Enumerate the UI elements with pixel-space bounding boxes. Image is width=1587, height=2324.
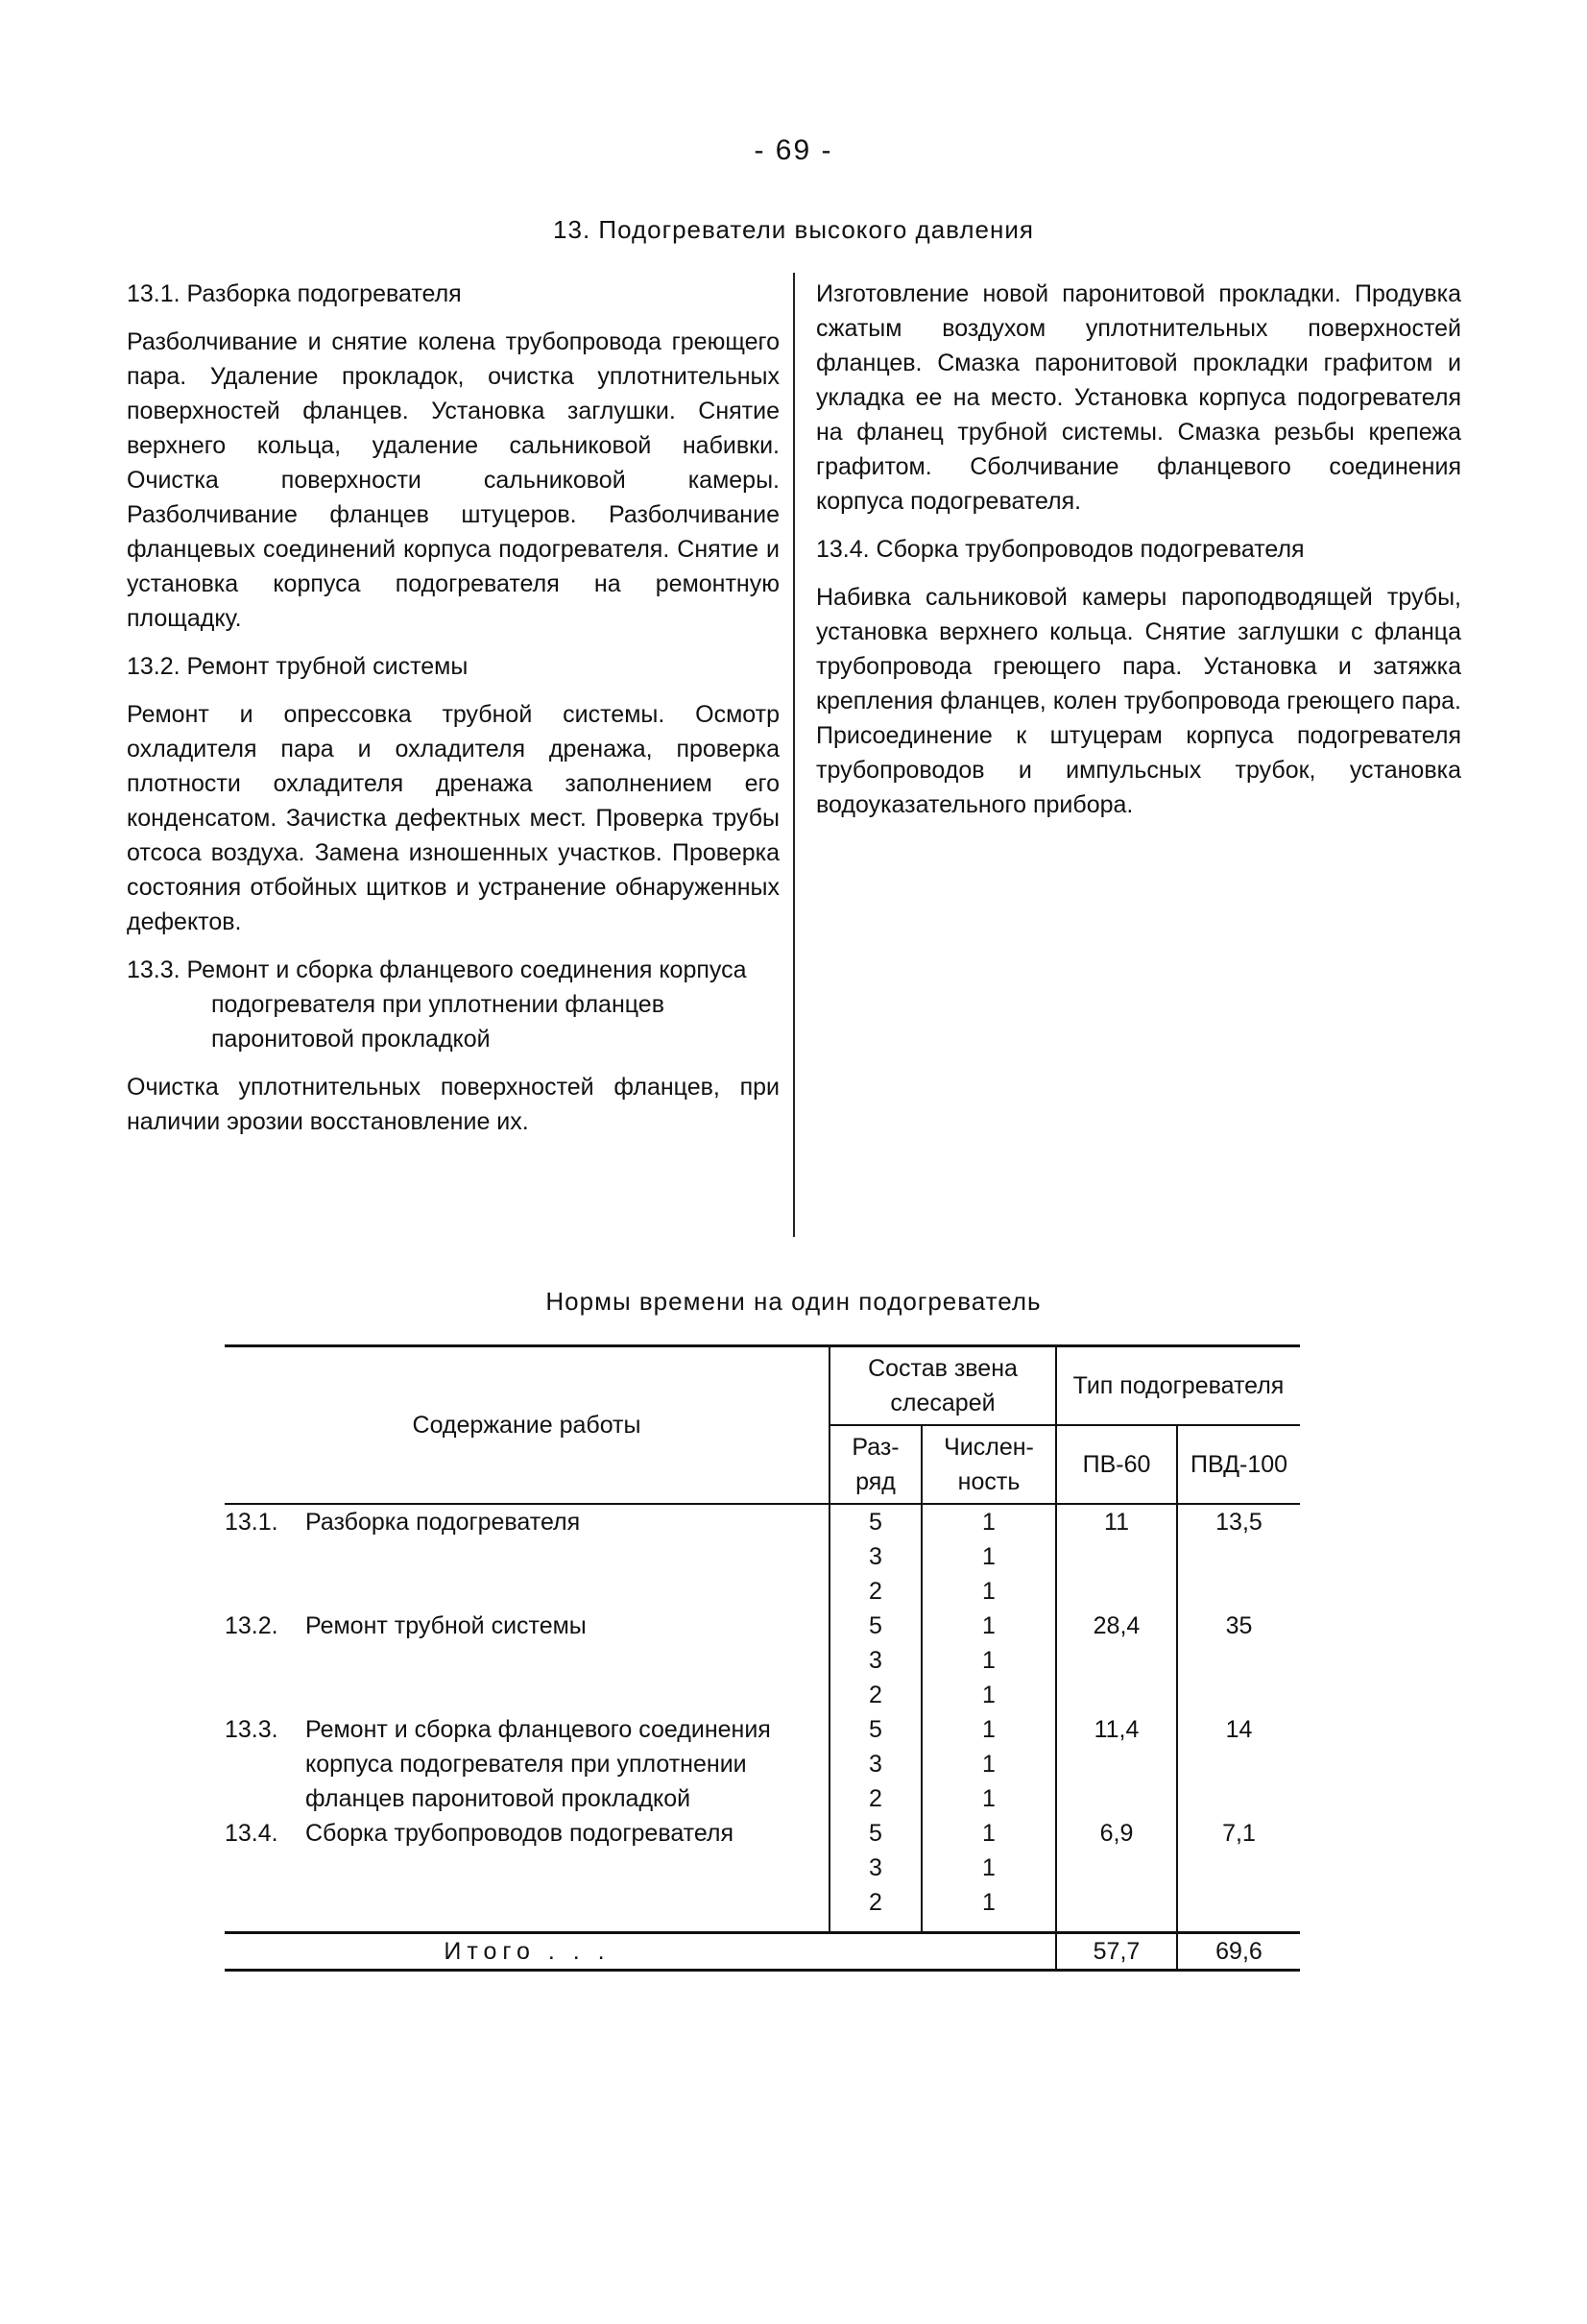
column-divider: [793, 273, 795, 1237]
table-row: [225, 1609, 1300, 1712]
header-pv60: ПВ-60: [1056, 1425, 1177, 1504]
row-pv60: 11,4: [1056, 1712, 1177, 1816]
section-13-3-heading: 13.3. Ремонт и сборка фланцевого соединения корпуса подогревателя при уплотнении фланцев паронитовой прокладкой: [127, 956, 747, 1053]
total-pvd100: 69,6: [1177, 1933, 1300, 1971]
section-13-4-heading: 13.4. Сборка трубопроводов подогревателя: [816, 536, 1305, 563]
row-description: Сборка трубопроводов подогревателя: [305, 1820, 734, 1847]
header-team: Состав звена слесарей: [830, 1346, 1056, 1426]
row-description: Ремонт и сборка фланцевого соединения корпуса подогревателя при уплотнении фланцев паронитовой прокладкой: [305, 1716, 771, 1812]
header-heater-type: Тип подогревателя: [1056, 1346, 1300, 1426]
page-number: - 69 -: [754, 134, 833, 166]
header-rank: Раз-ряд: [830, 1425, 922, 1504]
header-count: Числен-ность: [922, 1425, 1056, 1504]
row-pvd100: 35: [1177, 1609, 1300, 1712]
total-label: Итого . . .: [225, 1933, 830, 1971]
header-pvd100: ПВД-100: [1177, 1425, 1300, 1504]
table-title: Нормы времени на один подогреватель: [545, 1287, 1042, 1316]
section-13-2-text: Ремонт и опрессовка трубной системы. Осмотр охладителя пара и охладителя дренажа, проверка плотности охладителя дренажа заполнением его конденсатом. Зачистка дефектных мест. Проверка трубы отсоса воздуха. Замена изношенных участков. Проверка состояния отбойных щитков и устранение обнаруженных дефектов.: [127, 701, 780, 935]
row-ranks: 5 3 2: [830, 1712, 922, 1816]
left-column: [127, 277, 780, 1152]
row-counts: 1 1 1: [922, 1609, 1056, 1712]
row-pvd100: 14: [1177, 1712, 1300, 1816]
row-number: 13.1.: [225, 1509, 278, 1536]
section-title: 13. Подогреватели высокого давления: [553, 215, 1034, 244]
row-counts: 1 1 1: [922, 1504, 1056, 1609]
row-number: 13.4.: [225, 1820, 278, 1847]
time-norms-table: [225, 1344, 1300, 1972]
row-pvd100: 7,1: [1177, 1816, 1300, 1933]
table-row: [225, 1504, 1300, 1609]
row-description: Разборка подогревателя: [305, 1509, 581, 1536]
row-pv60: 11: [1056, 1504, 1177, 1609]
section-13-3-text-continued: Изготовление новой паронитовой прокладки. Продувка сжатым воздухом уплотнительных поверхностей фланцев. Смазка паронитовой прокладки графитом и укладка ее на место. Установка корпуса подогревателя на фланец трубной системы. Смазка резьбы крепежа графитом. Сболчивание фланцевого соединения корпуса подогревателя.: [816, 280, 1461, 515]
row-number: 13.3.: [225, 1716, 278, 1743]
right-column: [816, 277, 1461, 835]
section-13-1-text: Разболчивание и снятие колена трубопровода греющего пара. Удаление прокладок, очистка уплотнительных поверхностей фланцев. Установка заглушки. Снятие верхнего кольца, удаление сальниковой набивки. Очистка поверхности сальниковой камеры. Разболчивание фланцев штуцеров. Разболчивание фланцевых соединений корпуса подогревателя. Снятие и установка корпуса подогревателя на ремонтную площадку.: [127, 328, 780, 632]
row-ranks: 5 3 2: [830, 1504, 922, 1609]
header-content: Содержание работы: [225, 1346, 830, 1505]
total-pv60: 57,7: [1056, 1933, 1177, 1971]
row-pvd100: 13,5: [1177, 1504, 1300, 1609]
row-number: 13.2.: [225, 1612, 278, 1639]
row-ranks: 5 3 2: [830, 1609, 922, 1712]
row-pv60: 28,4: [1056, 1609, 1177, 1712]
row-description: Ремонт трубной системы: [305, 1612, 587, 1639]
row-ranks: 5 3 2: [830, 1816, 922, 1933]
section-13-3-text: Очистка уплотнительных поверхностей фланцев, при наличии эрозии восстановление их.: [127, 1074, 780, 1135]
table-row: [225, 1816, 1300, 1933]
section-13-4-text: Набивка сальниковой камеры пароподводящей трубы, установка верхнего кольца. Снятие заглушки с фланца трубопровода греющего пара. Установка и затяжка крепления фланцев, колен трубопровода греющего пара. Присоединение к штуцерам корпуса подогревателя трубопроводов и импульсных трубок, установка водоуказательного прибора.: [816, 584, 1461, 818]
section-13-1-heading: 13.1. Разборка подогревателя: [127, 280, 462, 307]
row-pv60: 6,9: [1056, 1816, 1177, 1933]
table-row: [225, 1712, 1300, 1816]
section-13-2-heading: 13.2. Ремонт трубной системы: [127, 653, 469, 680]
row-counts: 1 1 1: [922, 1712, 1056, 1816]
total-row: [225, 1933, 1300, 1971]
row-counts: 1 1 1: [922, 1816, 1056, 1933]
